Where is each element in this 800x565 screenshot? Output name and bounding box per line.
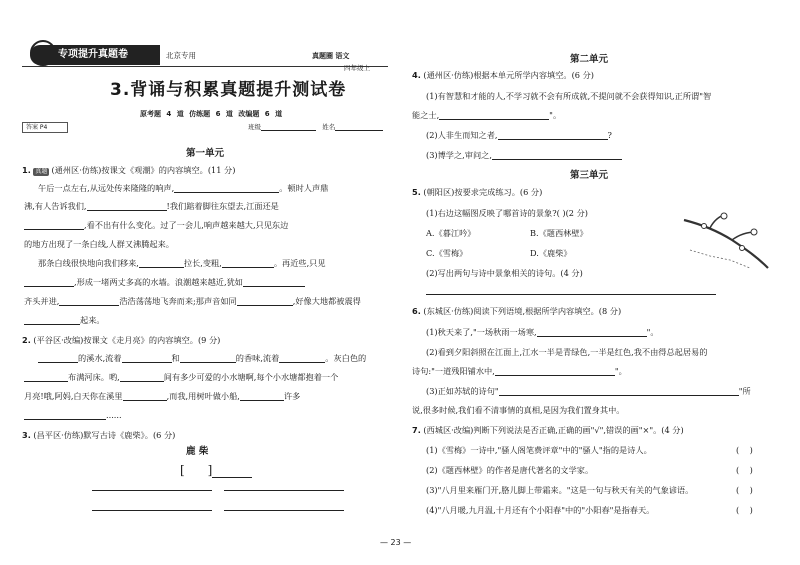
- q6-text-b: "。: [646, 327, 659, 337]
- q5-source: (朝阳区): [423, 187, 455, 197]
- q7-answer-4[interactable]: ( ): [736, 505, 753, 515]
- q2-text-a: 的溪水,流着: [78, 353, 122, 363]
- q1-text-l: ,好像大地都被震得: [292, 296, 361, 306]
- q2-blank-6[interactable]: [120, 373, 164, 382]
- q1-blank-9[interactable]: [237, 297, 293, 306]
- q1-text-h: 。再近些,只见: [273, 258, 326, 268]
- page-title: 3.背诵与积累真题提升测试卷: [110, 80, 347, 100]
- q7-stem: [412, 425, 684, 435]
- q1-blank-5[interactable]: [222, 259, 274, 268]
- page-number: — 23 —: [380, 538, 412, 547]
- q7-item2: (2)《题西林壁》的作者是唐代著名的文学家。: [426, 465, 594, 475]
- q6-text-f: "所: [738, 386, 751, 396]
- q1-text-i: ,形成一堵两丈多高的水墙。浪潮越来越近,犹如: [74, 277, 243, 287]
- q3-source: (昌平区·仿练): [33, 430, 84, 440]
- dynasty-bracket[interactable]: [ ]: [180, 463, 252, 478]
- q3-text: 默写古诗《鹿柴》。(6 分): [83, 430, 176, 440]
- q2-text-e: 布满河床。哟,: [68, 372, 120, 382]
- unit3-heading: 第三单元: [570, 170, 609, 181]
- q1-text: 按课文《观潮》的内容填空。(11 分): [101, 165, 236, 175]
- q2-blank-1[interactable]: [38, 354, 78, 363]
- q4-text-e: (3)博学之,审问之,: [426, 150, 492, 160]
- q2-line2: [24, 372, 338, 382]
- q6-stem: [412, 306, 621, 316]
- q2-text: 按课文《走月亮》的内容填空。(9 分): [83, 335, 221, 345]
- q2-text-f: 间有多少可爱的小水塘啊,每个小水塘都抱着一个: [163, 372, 339, 382]
- q2-blank-2[interactable]: [122, 354, 172, 363]
- q4-stem: [412, 70, 594, 80]
- q6-source: (东城区·仿练): [423, 306, 474, 316]
- book-tag: 真题圈 语文: [312, 52, 350, 60]
- q2-blank-5[interactable]: [24, 373, 68, 382]
- q7-number: 7.: [412, 425, 421, 435]
- q7-source: (西城区·改编): [423, 425, 474, 435]
- q4-text-a: 能之士,: [412, 110, 440, 120]
- q1-text-j: 齐头并进,: [24, 296, 60, 306]
- q1-text-f: 那条白线很快地向我们移来,: [38, 258, 139, 268]
- q1-text-e: ,看不出有什么变化。过了一会儿,响声越来越大,只见东边: [84, 220, 289, 230]
- q1-text-g: 拉长,变粗,: [183, 258, 222, 268]
- q2-blank-4[interactable]: [279, 354, 325, 363]
- q5-sub1: (1)右边这幅图反映了哪首诗的景象?( )(2 分): [426, 208, 588, 218]
- class-name-line: [248, 122, 383, 131]
- q1-text-m: 起来。: [80, 315, 105, 325]
- q7-answer-2[interactable]: ( ): [736, 465, 753, 475]
- q1-number: 1.: [22, 165, 31, 175]
- q4-blank-3[interactable]: [492, 151, 622, 160]
- plum-branch-illustration: [680, 210, 772, 272]
- q1-blank-6[interactable]: [24, 278, 74, 287]
- poem-line-1[interactable]: [92, 490, 212, 491]
- q1-blank-3[interactable]: [24, 221, 84, 230]
- author-blank[interactable]: [212, 469, 252, 478]
- q7-text: 判断下列说法是否正确,正确的画"√",错误的画"×"。(4 分): [473, 425, 684, 435]
- q1-blank-1[interactable]: [174, 184, 279, 193]
- q6-item3: [426, 386, 751, 396]
- q2-blank-9[interactable]: [24, 411, 106, 420]
- q1-line8: [24, 315, 105, 325]
- grade-label: 四年级上: [344, 64, 370, 72]
- q5-answer-line[interactable]: [426, 294, 716, 295]
- q2-blank-8[interactable]: [240, 392, 284, 401]
- class-label: 班级: [248, 122, 261, 131]
- q6-text: 阅读下列语境,根据所学内容填空。(8 分): [473, 306, 622, 316]
- q2-text-g: 月亮!哦,阿妈,白天你在溪里: [24, 391, 123, 401]
- q3-stem: [22, 430, 175, 440]
- q1-blank-4[interactable]: [139, 259, 184, 268]
- q6-item3b: 说,很多时候,我们看不清事情的真相,是因为我们置身其中。: [412, 405, 625, 415]
- q5-option-d[interactable]: D.《鹿柴》: [530, 248, 572, 258]
- q6-blank-1[interactable]: [537, 328, 647, 337]
- q2-text-i: 许多: [283, 391, 301, 401]
- q1-text-a: 午后一点左右,从远处传来隆隆的响声,: [38, 183, 175, 193]
- poem-title: 鹿 柴: [186, 446, 209, 457]
- q6-text-c: 诗句:"一道残阳铺水中,: [412, 366, 495, 376]
- q1-blank-2[interactable]: [87, 202, 167, 211]
- q2-number: 2.: [22, 335, 31, 345]
- q2-stem: [22, 335, 220, 345]
- name-field[interactable]: [335, 122, 383, 131]
- q2-line1: [38, 353, 366, 363]
- q1-line2: [24, 201, 279, 211]
- q3-number: 3.: [22, 430, 31, 440]
- q1-blank-10[interactable]: [24, 316, 80, 325]
- q5-text: 按要求完成练习。(6 分): [454, 187, 543, 197]
- name-label: 姓名: [322, 122, 336, 131]
- q6-item2b: [412, 366, 627, 376]
- q5-option-c[interactable]: C.《雪梅》: [426, 248, 468, 258]
- q4-number: 4.: [412, 70, 421, 80]
- answer-ref: 答案 P4: [22, 122, 68, 133]
- q2-blank-3[interactable]: [180, 354, 236, 363]
- q4-text-d: ?: [607, 130, 612, 140]
- q6-number: 6.: [412, 306, 421, 316]
- q1-line7: [24, 296, 361, 306]
- q4-item3: [426, 150, 622, 160]
- q1-text-d: !我们踮着脚往东望去,江面还是: [166, 201, 279, 211]
- q1-text-c: 沸,有人告诉我们,: [24, 201, 87, 211]
- q2-blank-7[interactable]: [123, 392, 167, 401]
- q2-text-j: ......: [106, 410, 122, 420]
- q2-text-c: 的香味,流着: [235, 353, 280, 363]
- poem-line-4[interactable]: [224, 510, 344, 511]
- q4-source: (通州区·仿练): [423, 70, 474, 80]
- class-field[interactable]: [261, 122, 316, 131]
- q7-answer-1[interactable]: ( ): [736, 445, 753, 455]
- q1-source: (通州区·仿练): [51, 165, 102, 175]
- q4-text-c: (2)人非生而知之者,: [426, 130, 498, 140]
- q7-answer-3[interactable]: ( ): [736, 485, 753, 495]
- q2-text-d: 。灰白色的: [325, 353, 367, 363]
- q2-line4: [24, 410, 122, 420]
- q5-option-b[interactable]: B.《题西林壁》: [530, 228, 588, 238]
- q4-item2: [426, 130, 612, 140]
- q6-blank-2[interactable]: [495, 367, 615, 376]
- q6-item1: [426, 327, 659, 337]
- q4-item1b: [412, 110, 561, 120]
- q2-text-b: 和: [171, 353, 180, 363]
- poem-line-2[interactable]: [224, 490, 344, 491]
- q4-blank-2[interactable]: [498, 131, 608, 140]
- q5-stem: [412, 187, 542, 197]
- unit1-heading: 第一单元: [186, 148, 225, 159]
- unit2-heading: 第二单元: [570, 54, 609, 65]
- q6-blank-3[interactable]: [499, 387, 739, 396]
- q6-text-e: (3)正如苏轼的诗句": [426, 386, 499, 396]
- q6-item2: (2)看到夕阳斜照在江面上,江水一半是青绿色,一半是红色,我不由得总起居易的: [426, 347, 708, 357]
- q6-text-d: "。: [614, 366, 627, 376]
- q2-line3: [24, 391, 300, 401]
- series-banner: 专项提升真题卷: [30, 45, 160, 65]
- q2-text-h: ,而我,用树叶做小船,: [166, 391, 240, 401]
- q4-text-b: "。: [549, 110, 562, 120]
- poem-line-3[interactable]: [92, 510, 212, 511]
- q1-line4: 的地方出现了一条白线,人群又沸腾起来。: [24, 239, 174, 249]
- q1-text-k: 浩浩荡荡地飞奔而来;那声音如同: [119, 296, 237, 306]
- q4-text: 根据本单元所学内容填空。(6 分): [473, 70, 594, 80]
- q1-line1: [38, 183, 328, 193]
- q1-blank-8[interactable]: [59, 297, 119, 306]
- q1-line3: [24, 220, 288, 230]
- question-stats: 原考题 4 道 仿练题 6 道 改编题 6 道: [140, 110, 283, 118]
- q1-blank-7[interactable]: [243, 278, 305, 287]
- header-rule: [22, 66, 388, 67]
- region-label: 北京专用: [166, 51, 196, 60]
- q7-item1: (1)《雪梅》一诗中,"骚人阁笔费评章"中的"骚人"指的是诗人。: [426, 445, 652, 455]
- q4-blank-1[interactable]: [439, 111, 549, 120]
- q4-item1: (1)有智慧和才能的人,不学习就不会有所成就,不提问就不会获得知识,正所谓"智: [426, 91, 712, 101]
- q7-item4: (4)"八月暖,九月温,十月还有个小阳春"中的"小阳春"是指春天。: [426, 505, 655, 515]
- q5-sub2: (2)写出两句与诗中景象相关的诗句。(4 分): [426, 268, 583, 278]
- q6-text-a: (1)秋天来了,"一场秋雨一场寒,: [426, 327, 537, 337]
- q2-source: (平谷区·改编): [33, 335, 84, 345]
- q5-number: 5.: [412, 187, 421, 197]
- real-exam-badge: 真题: [35, 168, 48, 175]
- q1-text-b: 。顿时人声鼎: [279, 183, 329, 193]
- q1-line6: [24, 277, 305, 287]
- q5-option-a[interactable]: A.《暮江吟》: [426, 228, 476, 238]
- q1-line5: [38, 258, 326, 268]
- q7-item3: (3)"八月里来雁门开,胳儿脚上带霜来。"这是一句与秋天有关的气象谚语。: [426, 485, 694, 495]
- q1-stem: [22, 165, 235, 176]
